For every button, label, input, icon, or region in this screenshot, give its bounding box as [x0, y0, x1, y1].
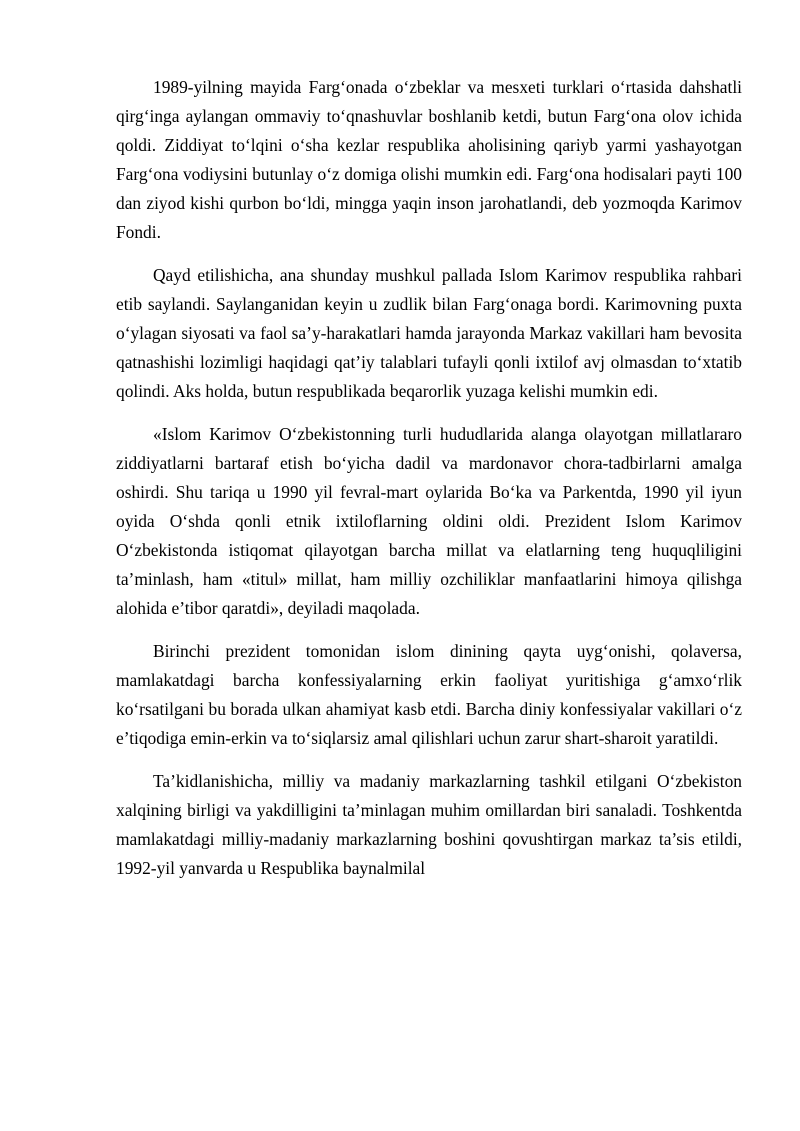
- document-body: [116, 73, 742, 897]
- paragraph-4: Birinchi prezident tomonidan islom dinining qayta uyg‘onishi, qolaversa, mamlakatdagi barcha konfessiyalarning erkin faoliyat yuritishiga g‘amxo‘rlik ko‘rsatilgani bu borada ulkan ahamiyat kasb etdi. Barcha diniy konfessiyalar vakillari o‘z e’tiqodiga emin-erkin va to‘siqlarsiz amal qilishlari uchun zarur shart-sharoit yaratildi.: [116, 641, 742, 748]
- paragraph-1: 1989-yilning mayida Farg‘onada o‘zbeklar va mesxeti turklari o‘rtasida dahshatli qirg‘inga aylangan ommaviy to‘qnashuvlar boshlanib ketdi, butun Farg‘ona olov ichida qoldi. Ziddiyat to‘lqini o‘sha kezlar respublika aholisining qariyb yarmi yashayotgan Farg‘ona vodiysini butunlay o‘z domiga olishi mumkin edi. Farg‘ona hodisalari payti 100 dan ziyod kishi qurbon bo‘ldi, mingga yaqin inson jarohatlandi, deb yozmoqda Karimov Fondi.: [116, 77, 742, 242]
- paragraph-2: Qayd etilishicha, ana shunday mushkul pallada Islom Karimov respublika rahbari etib saylandi. Saylanganidan keyin u zudlik bilan Farg‘onaga bordi. Karimovning puxta o‘ylagan siyosati va faol sa’y-harakatlari hamda jarayonda Markaz vakillari ham bevosita qatnashishi lozimligi haqidagi qat’iy talablari tufayli qonli ixtilof avj olmasdan to‘xtatib qolindi. Aks holda, butun respublikada beqarorlik yuzaga kelishi mumkin edi.: [116, 265, 742, 401]
- paragraph-3: «Islom Karimov O‘zbekistonning turli hududlarida alanga olayotgan millatlararo ziddiyatlarni bartaraf etish bo‘yicha dadil va mardonavor chora-tadbirlarni amalga oshirdi. Shu tariqa u 1990 yil fevral-mart oylarida Bo‘ka va Parkentda, 1990 yil iyun oyida O‘shda qonli etnik ixtiloflarning oldini oldi. Prezident Islom Karimov O‘zbekistonda istiqomat qilayotgan barcha millat va elatlarning teng huquqliligini ta’minlash, ham «titul» millat, ham milliy ozchiliklar manfaatlarini himoya qilishga alohida e’tibor qaratdi», deyiladi maqolada.: [116, 424, 742, 618]
- paragraph-5: Ta’kidlanishicha, milliy va madaniy markazlarning tashkil etilgani O‘zbekiston xalqining birligi va yakdilligini ta’minlagan muhim omillardan biri sanaladi. Toshkentda mamlakatdagi milliy-madaniy markazlarning boshini qovushtirgan markaz ta’sis etildi, 1992-yil yanvarda u Respublika baynalmilal: [116, 771, 742, 878]
